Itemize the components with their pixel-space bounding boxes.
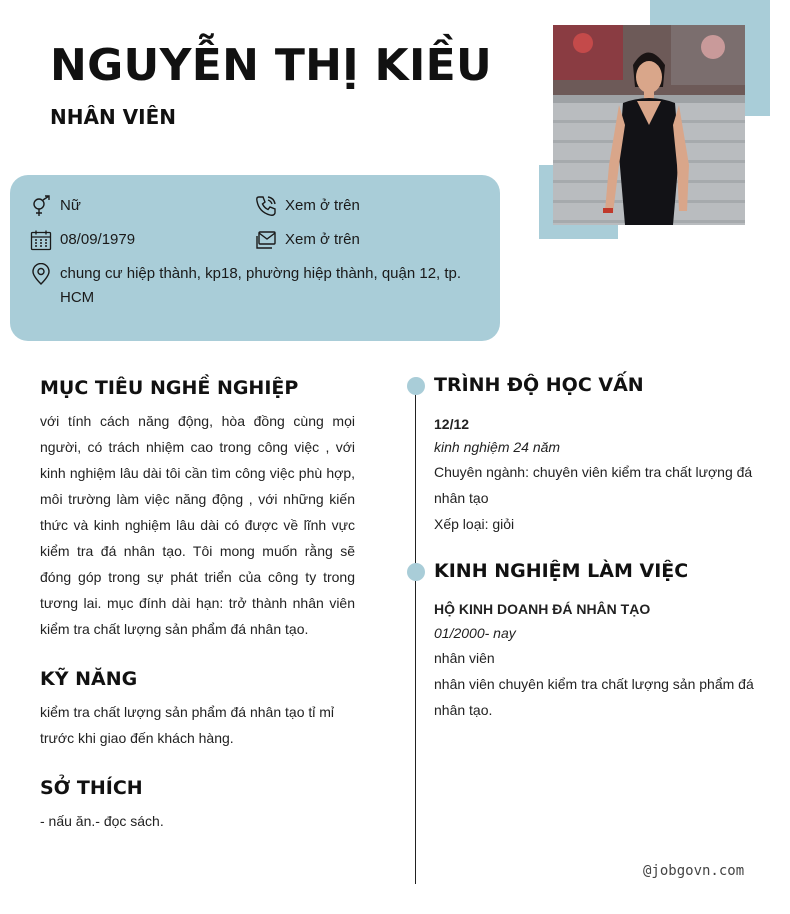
calendar-icon [30,229,52,251]
objective-title: MỤC TIÊU NGHỀ NGHIỆP [40,377,299,399]
candidate-name: NGUYỄN THỊ KIỀU [50,40,493,91]
phone-value: Xem ở trên [285,197,360,214]
contact-address [30,262,480,310]
education-grade: Xếp loại: giỏi [434,516,515,532]
watermark: @jobgovn.com [643,863,745,879]
experience-period: 01/2000- nay [434,625,516,641]
gender-icon [30,195,52,217]
phone-icon [255,195,277,217]
location-pin-icon [30,263,52,285]
timeline-line [415,385,416,884]
contact-phone [255,194,360,218]
contact-email [255,228,360,252]
contact-birthdate [30,228,135,252]
experience-description: nhân viên chuyên kiểm tra chất lượng sản phẩm đá nhân tạo. [434,676,754,718]
timeline-dot-experience [407,563,425,581]
skills-title: KỸ NĂNG [40,668,138,690]
contact-panel [10,175,500,341]
hobbies-text: - nấu ăn.- đọc sách. [40,813,164,829]
education-title: TRÌNH ĐỘ HỌC VẤN [434,374,644,396]
birthdate-value: 08/09/1979 [60,231,136,248]
timeline-dot-education [407,377,425,395]
skills-text: kiểm tra chất lượng sản phẩm đá nhân tạo tỉ mỉ trước khi giao đến khách hàng. [40,704,335,746]
experience-company: HỘ KINH DOANH ĐÁ NHÂN TẠO [434,601,651,617]
education-school: 12/12 [434,416,470,432]
profile-photo [553,25,745,225]
contact-gender [30,194,81,218]
address-value: chung cư hiệp thành, kp18, phường hiệp thành, quận 12, tp. HCM [60,265,462,306]
gender-value: Nữ [60,197,81,214]
email-icon [255,229,277,251]
candidate-position: NHÂN VIÊN [50,105,176,129]
education-detail: kinh nghiệm 24 năm [434,439,561,455]
objective-text: với tính cách năng động, hòa đồng cùng mọi người, có trách nhiệm cao trong công việc , với kinh nghiệm lâu dài tôi cần tìm công việc phù hợp, môi trường làm việc năng động , với những kiến thức và kinh nghiệm lâu dài có được về lĩnh vực kiểm tra đá nhân tạo. Tôi mong muốn rằng sẽ đóng góp trong sự phát triển của công ty trong tương lai. mục đính dài hạn: trở thành nhân viên kiểm tra chất lượng sản phẩm đá nhân tạo. [40,413,355,637]
hobbies-title: SỞ THÍCH [40,777,143,799]
experience-role: nhân viên [434,650,495,666]
education-major: Chuyên ngành: chuyên viên kiểm tra chất lượng đá nhân tạo [434,464,753,506]
email-value: Xem ở trên [285,231,360,248]
experience-title: KINH NGHIỆM LÀM VIỆC [434,560,689,582]
